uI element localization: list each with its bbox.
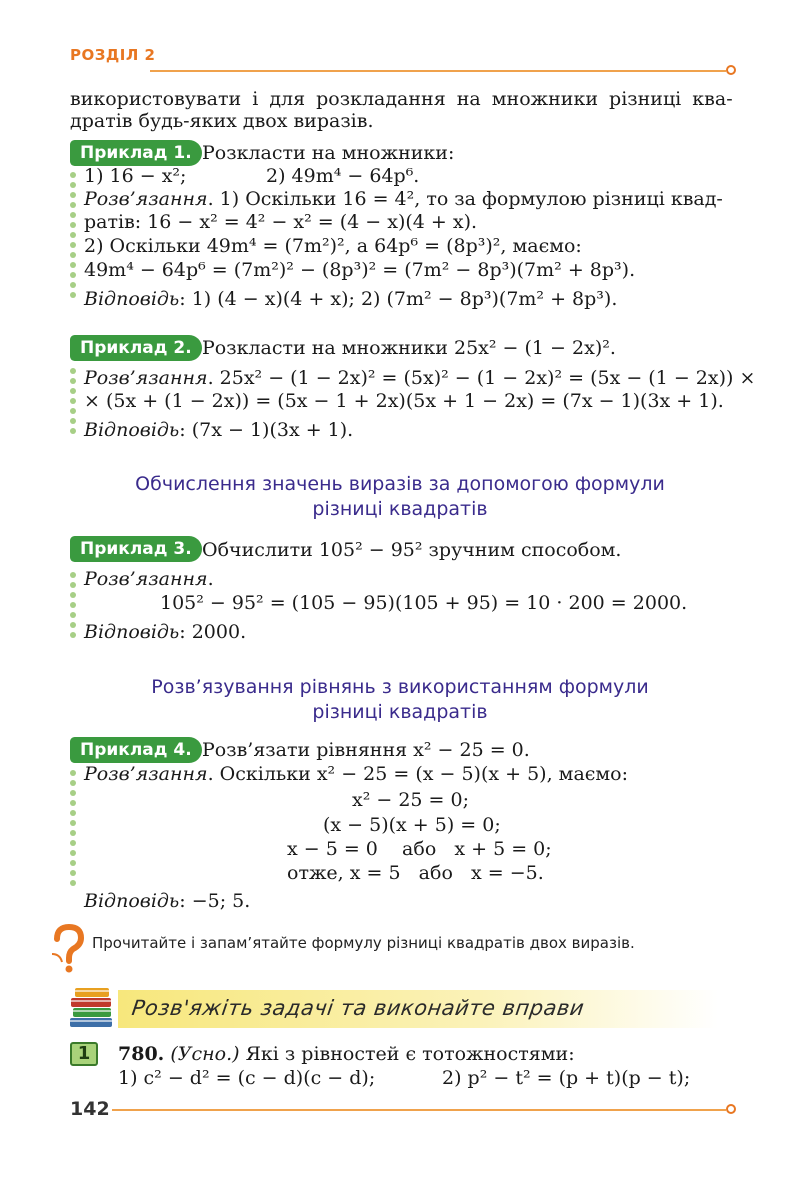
example-4-label: Приклад 4. — [70, 737, 202, 763]
answer-label: Відповідь — [84, 288, 180, 310]
example-1-item-1: 1) 16 − x²; — [84, 165, 187, 187]
books-icon — [66, 982, 116, 1030]
example-3-answer — [84, 620, 246, 644]
example-1-item-2: 2) 49m⁴ − 64p⁶. — [266, 165, 420, 187]
solution-text: . 1) Оскільки 16 = 4², то за формулою різниці квад- — [207, 188, 723, 210]
answer-text: : 1) (4 − x)(4 + x); 2) (7m² − 8p³)(7m² + 8p³). — [179, 288, 618, 310]
example-4-equation-3: x − 5 = 0 або x + 5 = 0; — [287, 838, 552, 860]
answer-label: Відповідь — [84, 890, 180, 912]
example-3-formula: 105² − 95² = (105 − 95)(105 + 95) = 10 · 200 = 2000. — [160, 592, 688, 614]
example-2-task: Розкласти на множники 25x² − (1 − 2x)². — [202, 337, 616, 359]
solution-label: Розв’язання — [84, 763, 208, 785]
example-2-label: Приклад 2. — [70, 335, 202, 361]
example-3-label: Приклад 3. — [70, 536, 202, 562]
example-3-task: Обчислити 105² − 95² зручним способом. — [202, 539, 622, 561]
exercises-banner-text: Розв'яжіть задачі та виконайте вправи — [130, 996, 586, 1020]
footer-rule — [112, 1109, 726, 1111]
exercise-780-task — [118, 1042, 575, 1066]
solution-label: Розв’язання — [84, 367, 208, 389]
intro-line-1: використовувати і для розкладання на множники різниці ква- — [70, 88, 733, 110]
difficulty-level-badge: 1 — [70, 1042, 98, 1066]
example-2-solution-line-1 — [84, 366, 755, 390]
example-1-solution-line-2: ратів: 16 − x² = 4² − x² = (4 − x)(4 + x). — [84, 211, 478, 233]
answer-text: : 2000. — [179, 621, 247, 643]
note-text: Прочитайте і запам’ятайте формулу різниці квадратів двох виразів. — [92, 934, 635, 952]
section-heading-1-line-1: Обчислення значень виразів за допомогою формули — [135, 473, 665, 495]
example-3-solution-label — [84, 567, 214, 591]
solution-dot: . — [207, 568, 214, 590]
footer-rule-dot — [726, 1104, 736, 1114]
exercise-task-text: Які з рівностей є тотожностями: — [239, 1043, 575, 1065]
example-1-solution-line-3: 2) Оскільки 49m⁴ = (7m²)², а 64p⁶ = (8p³)², маємо: — [84, 235, 582, 257]
example-4-equation-1: x² − 25 = 0; — [352, 789, 469, 811]
answer-label: Відповідь — [84, 621, 180, 643]
example-2-answer — [84, 418, 353, 442]
exercise-oral-label: (Усно.) — [170, 1043, 240, 1065]
example-1-task: Розкласти на множники: — [202, 142, 455, 164]
section-heading-1-line-2: різниці квадратів — [312, 498, 488, 520]
exercise-number: 780. — [118, 1043, 165, 1065]
section-heading-2-line-2: різниці квадратів — [312, 701, 488, 723]
example-4-equation-4: отже, x = 5 або x = −5. — [287, 862, 544, 884]
intro-line-2: дратів будь-яких двох виразів. — [70, 110, 374, 132]
header-rule — [150, 70, 726, 72]
example-4-equation-2: (x − 5)(x + 5) = 0; — [323, 814, 501, 836]
example-3-dots — [70, 572, 78, 642]
page-number: 142 — [70, 1098, 110, 1120]
section-label: РОЗДІЛ 2 — [70, 46, 156, 64]
header-rule-dot — [726, 65, 736, 75]
example-4-dots — [70, 770, 78, 890]
solution-text: . Оскільки x² − 25 = (x − 5)(x + 5), маємо: — [207, 763, 629, 785]
example-2-dots — [70, 368, 78, 438]
example-4-task: Розв’язати рівняння x² − 25 = 0. — [202, 739, 530, 761]
solution-text: . 25x² − (1 − 2x)² = (5x)² − (1 − 2x)² = (5x − (1 − 2x)) × — [207, 367, 756, 389]
exercise-780-item-1: 1) c² − d² = (c − d)(c − d); — [118, 1067, 376, 1089]
example-2-solution-line-2: × (5x + (1 − 2x)) = (5x − 1 + 2x)(5x + 1 − 2x) = (7x − 1)(3x + 1). — [84, 390, 724, 412]
example-1-answer — [84, 287, 617, 311]
example-1-solution-line-1 — [84, 187, 723, 211]
question-mark-icon — [48, 924, 88, 974]
example-1-dots — [70, 172, 78, 302]
answer-text: : (7x − 1)(3x + 1). — [179, 419, 354, 441]
exercises-banner — [118, 990, 718, 1028]
section-heading-2-line-1: Розв’язування рівнянь з використанням формули — [151, 676, 649, 698]
solution-label: Розв’язання — [84, 568, 208, 590]
example-1-label: Приклад 1. — [70, 140, 202, 166]
answer-label: Відповідь — [84, 419, 180, 441]
answer-text: : −5; 5. — [179, 890, 251, 912]
solution-label: Розв’язання — [84, 188, 208, 210]
example-1-solution-line-4: 49m⁴ − 64p⁶ = (7m²)² − (8p³)² = (7m² − 8p³)(7m² + 8p³). — [84, 259, 636, 281]
exercise-780-item-2: 2) p² − t² = (p + t)(p − t); — [442, 1067, 691, 1089]
example-4-answer — [84, 889, 250, 913]
example-4-solution-line-1 — [84, 762, 628, 786]
